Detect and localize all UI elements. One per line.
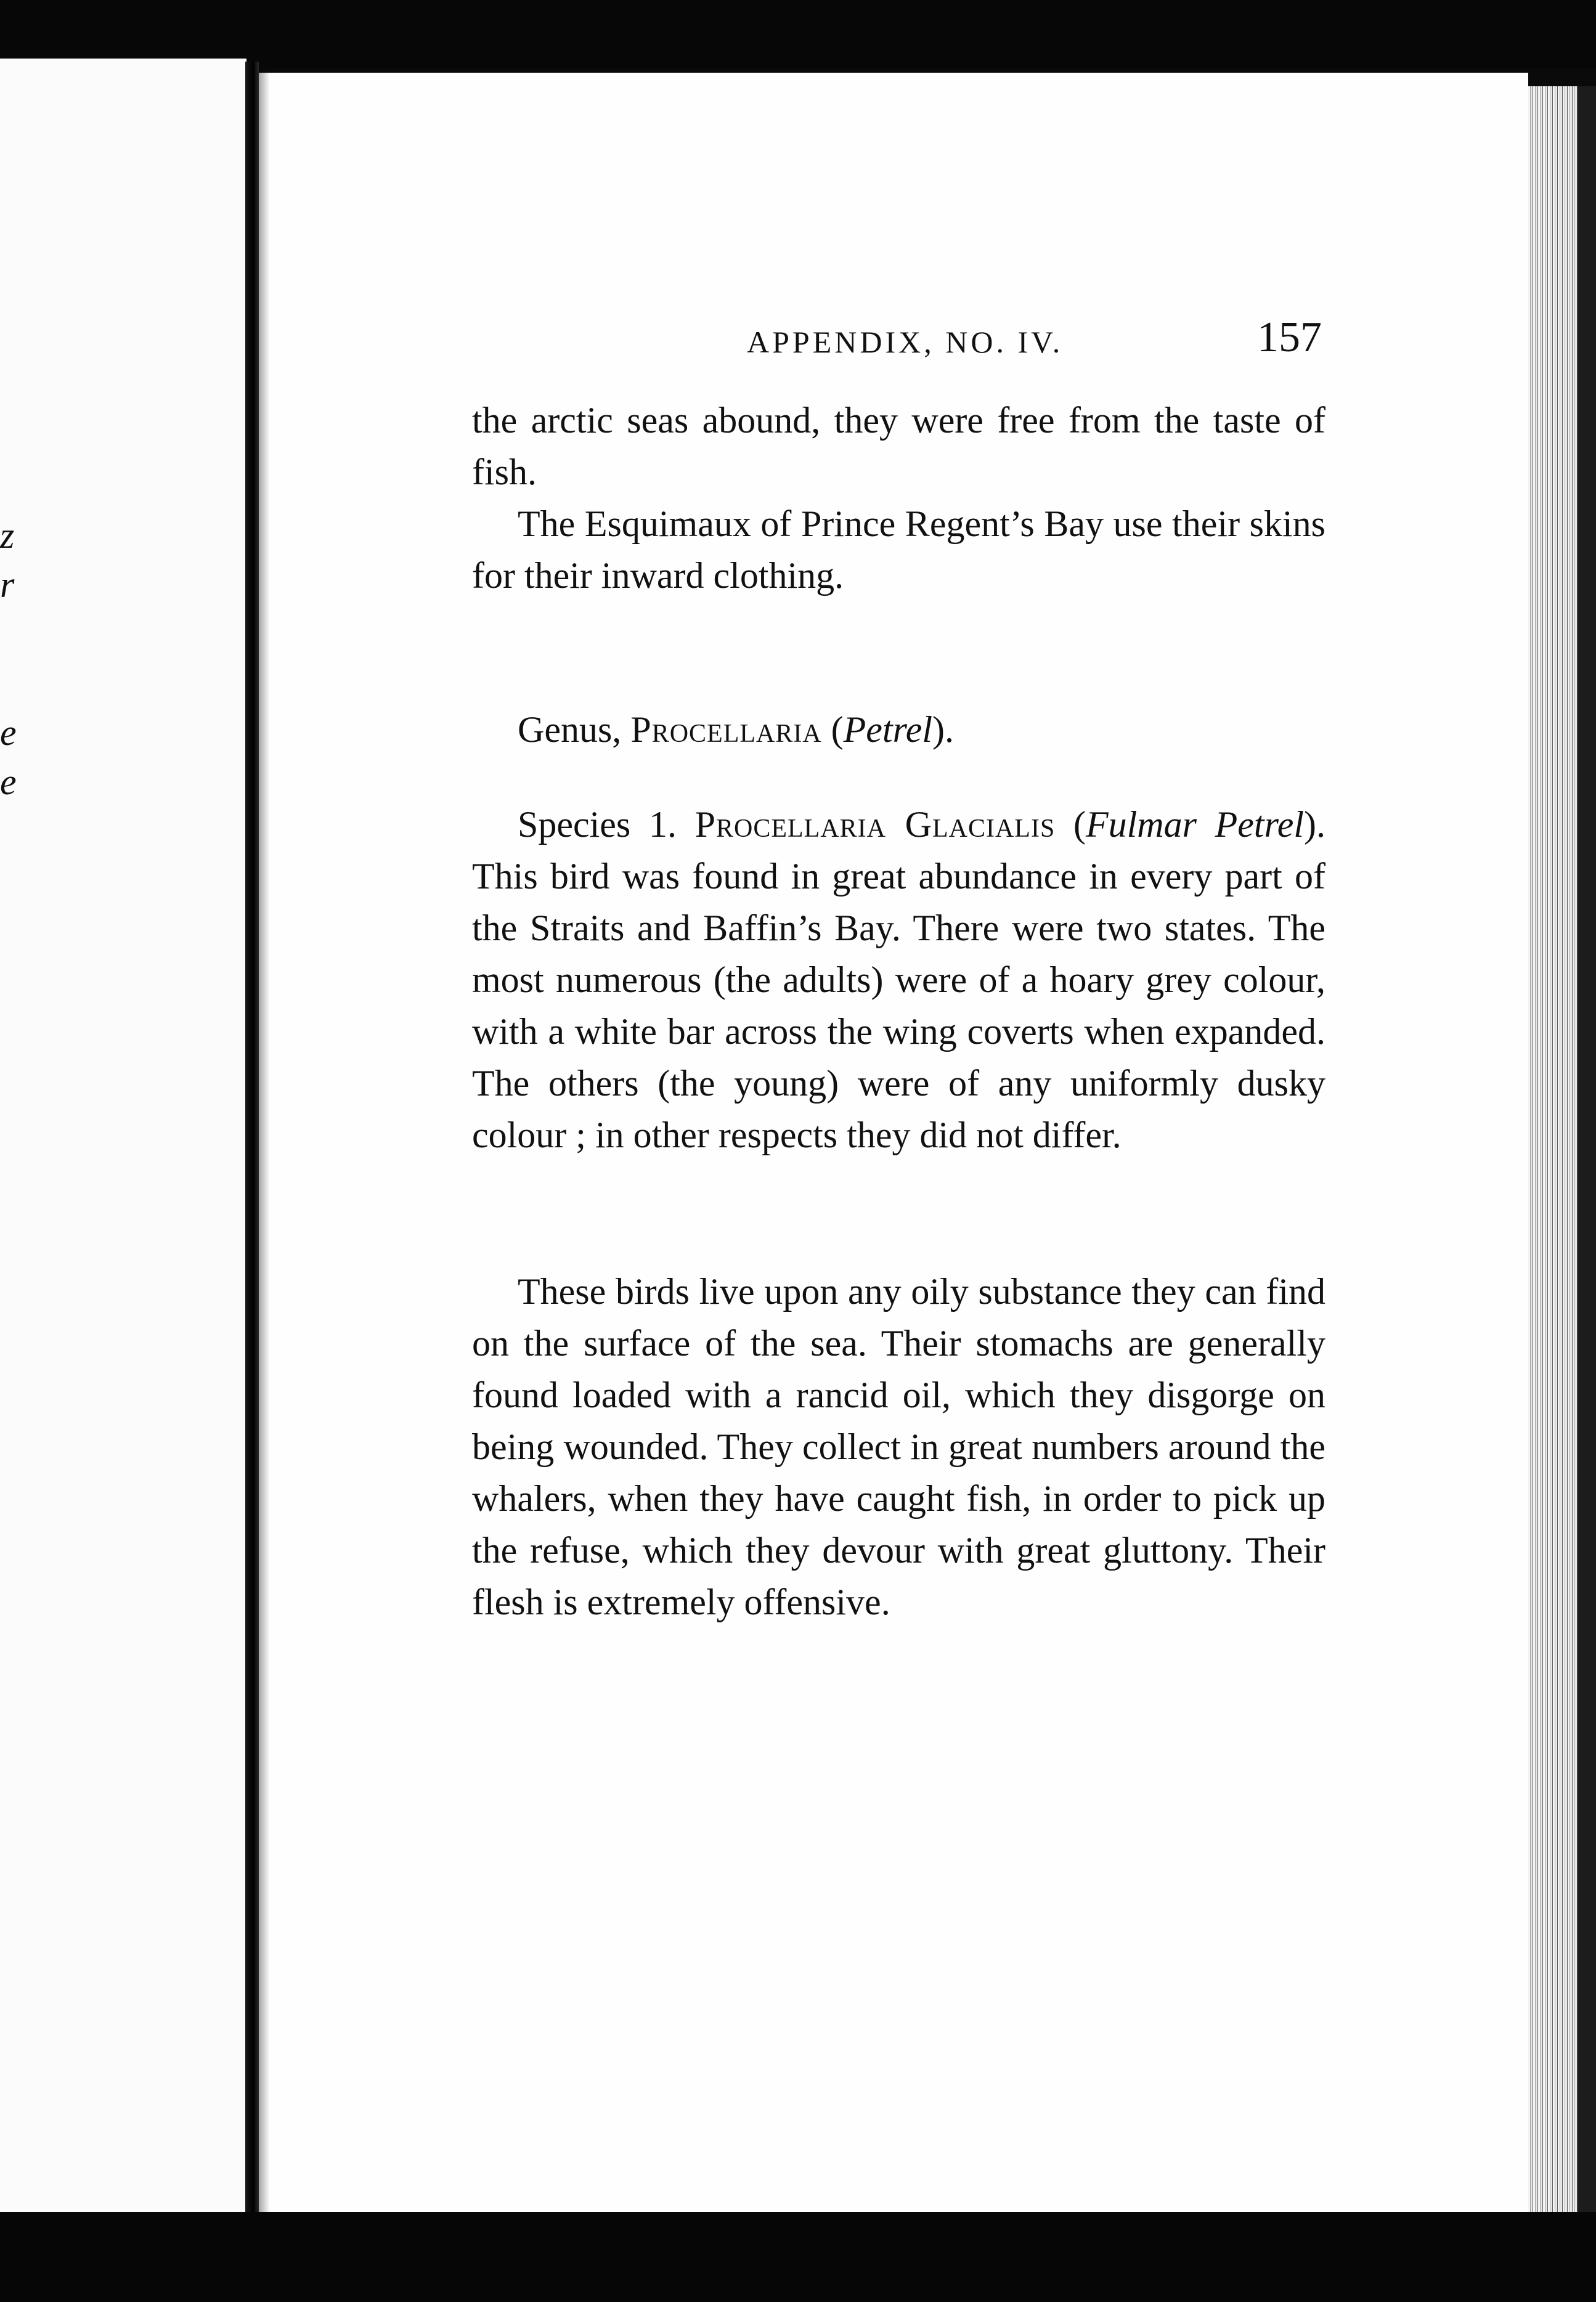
species-description: This bird was found in great abundance in every part of the Straits and Baffin’s Bay. There were two states. The most numerous (the adults) were of a hoary grey colour, with a white bar across the wing coverts when expanded. The others (the young) were of any uniformly dusky colour ; in other respects they did not differ. — [472, 856, 1325, 1155]
page-number: 157 — [1257, 314, 1322, 361]
facing-page-char: z — [0, 515, 15, 556]
paragraph-continuation — [472, 394, 1325, 498]
running-head: APPENDIX, NO. IV. — [747, 325, 1064, 359]
facing-page-char: r — [0, 564, 15, 605]
genus-label: Genus, — [518, 709, 622, 750]
facing-page-edge — [0, 59, 246, 2227]
species-entry: Species 1. Procellaria Glacialis (Fulmar Petrel). This bird was found in great abundance in every part of the Straits and Baffin’s Bay. There were two states. The most numerous (the adults) were of a hoary grey colour, with a white bar across the wing coverts when expanded. The others (the young) were of any uniformly dusky colour ; in other respects they did not differ. — [472, 804, 1325, 1155]
species-label: Species 1. — [518, 804, 677, 845]
genus-common-name: Petrel — [843, 709, 933, 750]
facing-page-char: e — [0, 762, 17, 802]
gutter-shadow — [259, 68, 270, 2212]
scan-frame-top — [0, 0, 1596, 68]
fore-edge-shadow — [1578, 86, 1596, 2243]
facing-page-char: e — [0, 712, 17, 753]
genus-name: Procellaria — [630, 709, 822, 750]
species-name: Procellaria Glacialis — [694, 804, 1056, 845]
scan-frame-bottom — [0, 2212, 1596, 2302]
paragraph-feeding — [472, 1266, 1325, 1628]
book-spine — [245, 62, 259, 2218]
paragraph-esquimaux — [472, 498, 1325, 601]
paragraph-text: These birds live upon any oily substance they can find on the surface of the sea. Their stomachs are generally found loaded with a rancid oil, which they disgorge on being wounded. They collect in great numbers around the whalers, when they have caught fish, in order to pick up the refuse, which they devour with great gluttony. Their flesh is extremely offensive. — [472, 1271, 1325, 1622]
paragraph-text: The Esquimaux of Prince Regent’s Bay use their skins for their inward clothing. — [472, 503, 1325, 596]
species-common-name: Fulmar Petrel — [1085, 804, 1305, 845]
genus-heading: Genus, Procellaria (Petrel). — [518, 709, 955, 750]
paragraph-text: the arctic seas abound, they were free from the taste of fish. — [472, 400, 1325, 492]
